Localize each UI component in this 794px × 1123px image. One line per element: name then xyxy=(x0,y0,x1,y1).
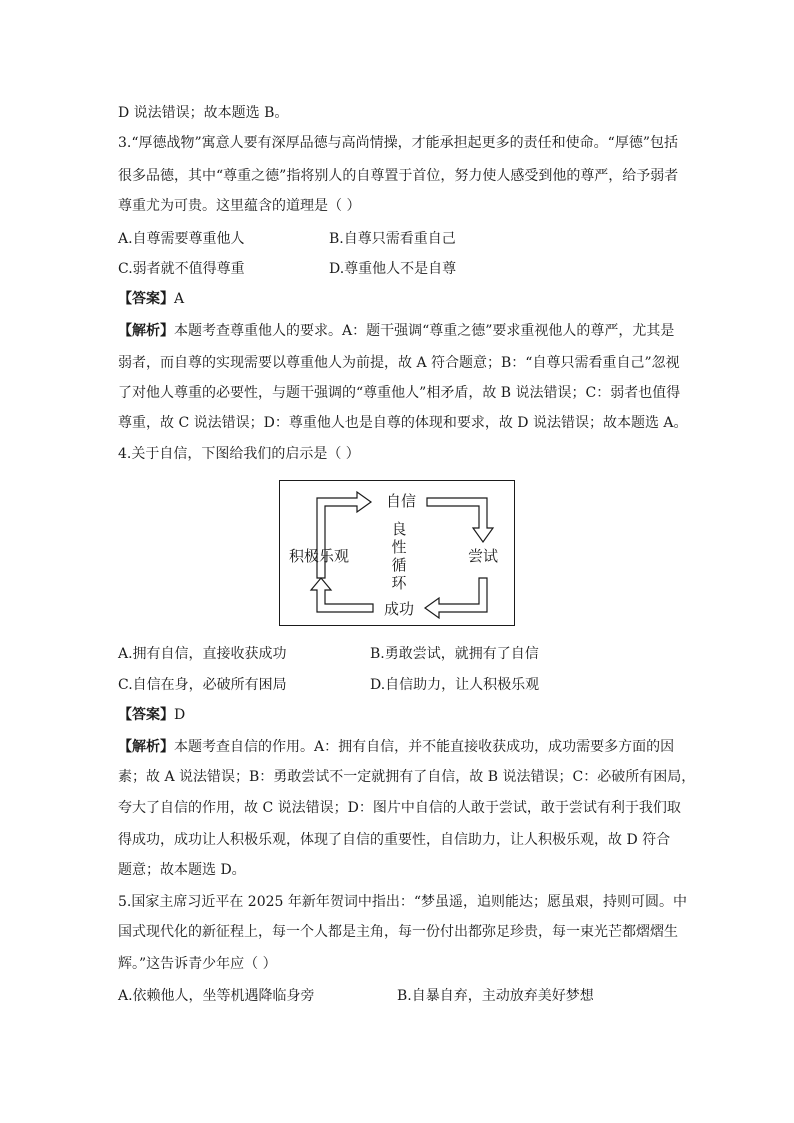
question-3-explanation: 了对他人尊重的必要性，与题干强调的“尊重他人”相矛盾，故 B 说法错误；C：弱者也值得 xyxy=(118,385,681,401)
diagram-center-char: 循 xyxy=(391,556,407,574)
answer-label: 【答案】 xyxy=(118,291,174,307)
question-4-explanation: 得成功，成功让人积极乐观，体现了自信的重要性，自信助力，让人积极乐观，故 D 符合 xyxy=(118,832,671,848)
question-3-option-a: A.自尊需要尊重他人 xyxy=(118,231,245,247)
question-4-option-c: C.自信在身，必破所有困局 xyxy=(118,677,287,693)
question-3-explanation xyxy=(118,321,674,341)
diagram-center-char: 良 xyxy=(391,520,407,538)
question-5-stem: 国式现代化的新征程上，每一个人都是主角，每一份付出都弥足珍贵，每一束光芒都熠熠生 xyxy=(118,924,678,940)
question-3-option-c: C.弱者就不值得尊重 xyxy=(118,261,245,277)
question-4-stem: 4.关于自信，下图给我们的启示是（ ） xyxy=(118,446,360,462)
question-3-explanation: 弱者，而自尊的实现需要以尊重他人为前提，故 A 符合题意；B：“自尊只需看重自己”忽视 xyxy=(118,355,680,371)
question-4-explanation: 夸大了自信的作用，故 C 说法错误；D：图片中自信的人敢于尝试，敢于尝试有利于我们取 xyxy=(118,800,681,816)
question-3-option-d: D.尊重他人不是自尊 xyxy=(329,261,457,277)
question-3-option-b: B.自尊只需看重自己 xyxy=(329,231,456,247)
explanation-text: 本题考查尊重他人的要求。A：题干强调“尊重之德”要求重视他人的尊严，尤其是 xyxy=(174,323,675,339)
question-4-answer xyxy=(118,705,185,725)
question-5-option-b: B.自暴自弃，主动放弃美好梦想 xyxy=(397,988,594,1004)
question-4-option-d: D.自信助力，让人积极乐观 xyxy=(370,677,540,693)
question-4-explanation xyxy=(118,737,674,757)
diagram-center-char: 环 xyxy=(391,574,407,592)
answer-label: 【答案】 xyxy=(118,707,174,723)
diagram-node-top: 自信 xyxy=(385,492,417,510)
diagram-node-left: 积极乐观 xyxy=(288,547,350,565)
confidence-cycle-diagram xyxy=(279,480,515,626)
question-3-stem: 3.“厚德战物”寓意人要有深厚品德与高尚情操，才能承担起更多的责任和使命。“厚德”包括 xyxy=(118,135,678,151)
question-3-answer xyxy=(118,289,184,309)
answer-value: A xyxy=(174,291,185,307)
diagram-node-right: 尝试 xyxy=(467,547,499,565)
question-5-option-a: A.依赖他人，坐等机遇降临身旁 xyxy=(118,988,315,1004)
question-4-option-a: A.拥有自信，直接收获成功 xyxy=(118,646,287,662)
answer-value: D xyxy=(174,707,186,723)
diagram-node-bottom: 成功 xyxy=(383,600,415,618)
question-5-stem: 辉。”这告诉青少年应（ ） xyxy=(118,956,277,972)
question-5-stem: 5.国家主席习近平在 2025 年新年贺词中指出：“梦虽遥，追则能达；愿虽艰，持则可圆。中 xyxy=(118,894,688,910)
question-3-explanation: 尊重，故 C 说法错误；D：尊重他人也是自尊的体现和要求，故 D 说法错误；故本题选 A。 xyxy=(118,415,688,431)
question-3-stem: 尊重尤为可贵。这里蕴含的道理是（ ） xyxy=(118,198,361,214)
explanation-label: 【解析】 xyxy=(118,739,174,755)
diagram-center-char: 性 xyxy=(391,538,407,556)
question-4-explanation: 素；故 A 说法错误；B：勇敢尝试不一定就拥有了自信，故 B 说法错误；C：必破所有困局， xyxy=(118,769,696,785)
explanation-text: 本题考查自信的作用。A：拥有自信，并不能直接收获成功，成功需要多方面的因 xyxy=(174,739,675,755)
question-4-option-b: B.勇敢尝试，就拥有了自信 xyxy=(370,646,539,662)
question-4-explanation: 题意；故本题选 D。 xyxy=(118,862,246,878)
question-3-stem: 很多品德，其中“尊重之德”指将别人的自尊置于首位，努力使人感受到他的尊严，给予弱者 xyxy=(118,168,679,184)
text-line: D 说法错误；故本题选 B。 xyxy=(118,105,289,121)
explanation-label: 【解析】 xyxy=(118,323,174,339)
